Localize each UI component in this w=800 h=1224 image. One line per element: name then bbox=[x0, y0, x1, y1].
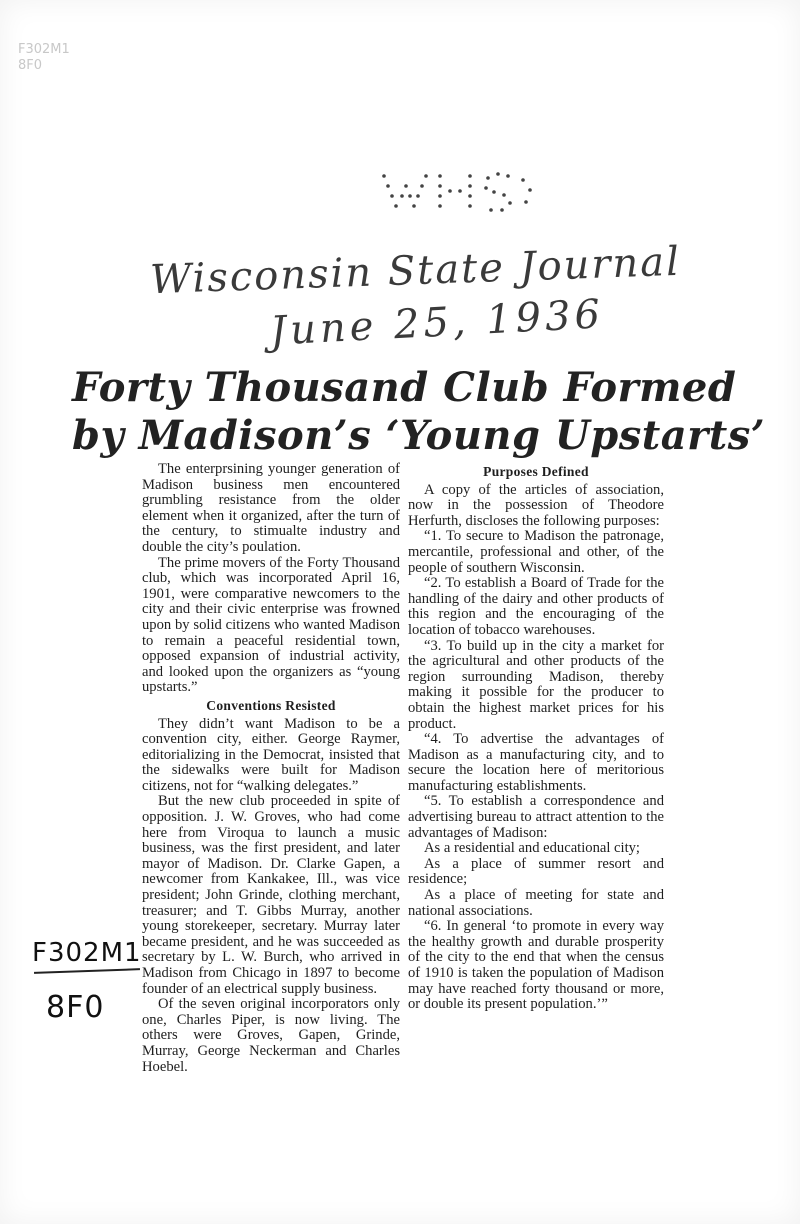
paragraph: “4. To advertise the advantages of Madison as a manufacturing city, and to secure the location here of meritorious manufacturing establishments. bbox=[408, 731, 664, 794]
paragraph: The enterprsining younger generation of Madison business men encountered grumbling resistance from the older element when it organized, after the turn of the century, to stimualte industry and double the city’s poulation. bbox=[142, 461, 400, 555]
paragraph: A copy of the articles of association, now in the possession of Theodore Herfurth, discloses the following purposes: bbox=[408, 481, 664, 529]
paragraph: “3. To build up in the city a market for the agricultural and other products of the region surrounding Madison, thereby making it possible for the producer to obtain the highest market prices for his product. bbox=[408, 637, 664, 732]
article-column-left bbox=[142, 462, 400, 1075]
headline bbox=[72, 364, 766, 460]
paragraph: As a place of summer resort and residence; bbox=[408, 855, 664, 888]
paragraph: They didn’t want Madison to be a convention city, either. George Raymer, editorializing in the Democrat, insisted that the sidewalks were built for Madison citizens, not for “walking delegates.” bbox=[142, 715, 400, 794]
paragraph: But the new club proceeded in spite of opposition. J. W. Groves, who had come here from Viroqua to launch a music business, was the first president, and later mayor of Madison. Dr. Clarke Gapen, a newcomer from Kankakee, Ill., was vice president; John Grinde, clothing merchant, treasurer; and T. Gibbs Murray, another young storekeeper, secretary. Murray later became president, and he was succeeded as secretary by L. W. Burch, who arrived in Madison from Chicago in 1897 to become founder of an electrical supply business. bbox=[142, 793, 400, 997]
margin-underline bbox=[34, 968, 140, 974]
headline-line-2: by Madison’s ‘Young Upstarts’ bbox=[72, 412, 766, 459]
paragraph: As a place of meeting for state and national associations. bbox=[408, 887, 664, 919]
subheading: Conventions Resisted bbox=[206, 697, 336, 713]
margin-code: F302M1 bbox=[32, 938, 142, 968]
paragraph: “2. To establish a Board of Trade for the handling of the dairy and other products of this region and the encouraging of the location of tobacco warehouses. bbox=[408, 575, 664, 638]
pencil-note: F302M1 8F0 bbox=[18, 42, 70, 73]
article-column-right bbox=[408, 462, 664, 1013]
perforated-stamp bbox=[378, 168, 538, 216]
paragraph: As a residential and educational city; bbox=[424, 840, 640, 857]
paragraph: “1. To secure to Madison the patronage, mercantile, professional and other, of the people of southern Wisconsin. bbox=[408, 528, 664, 576]
headline-line-1: Forty Thousand Club Formed bbox=[72, 364, 737, 411]
handwritten-date: June 25, 1936 bbox=[269, 291, 606, 355]
handwritten-source: Wisconsin State Journal bbox=[149, 238, 682, 304]
subheading: Purposes Defined bbox=[483, 464, 589, 479]
paragraph: “5. To establish a correspondence and advertising bureau to attract attention to the advantages of Madison: bbox=[408, 793, 664, 841]
paragraph: The prime movers of the Forty Thousand club, which was incorporated April 16, 1901, were comparative newcomers to the city and their civic enterprise was frowned upon by solid citizens who wanted Madison to remain a peaceful residential town, opposed expansion of industrial activity, and looked upon the organizers as “young upstarts.” bbox=[142, 554, 400, 696]
paragraph: Of the seven original incorporators only one, Charles Piper, is now living. The others were Groves, Gapen, Grinde, Murray, George Neckerman and Charles Hoebel. bbox=[142, 996, 400, 1075]
paragraph: “6. In general ‘to promote in every way the healthy growth and durable prosperity of the city to the end that when the census of 1910 is taken the population of Madison may have reached forty thousand or more, or double its present population.’” bbox=[408, 918, 664, 1013]
margin-sub: 8F0 bbox=[46, 990, 105, 1025]
